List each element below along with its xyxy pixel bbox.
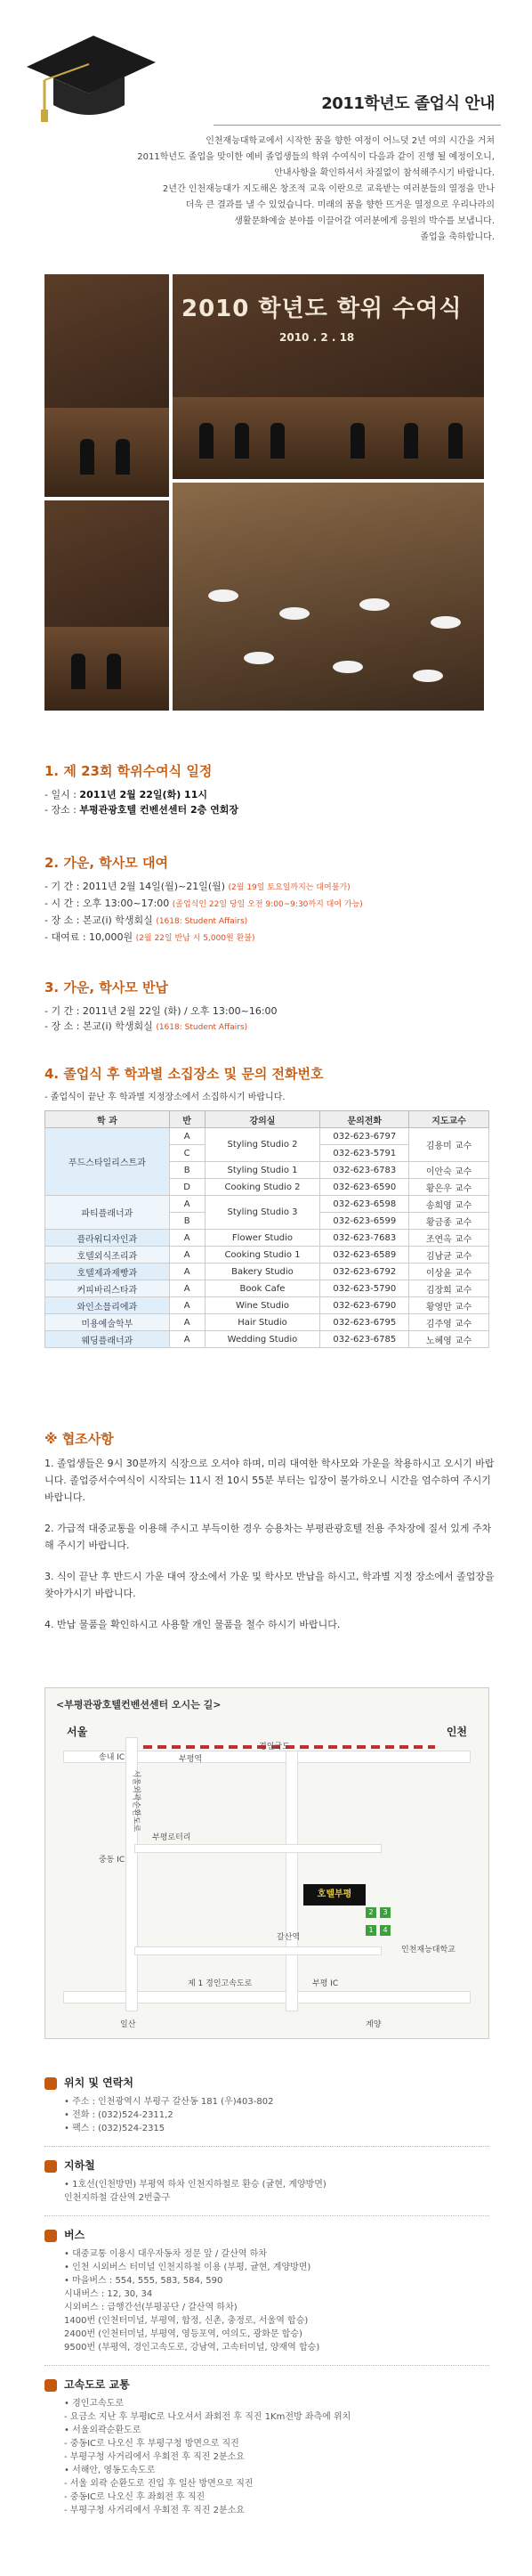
info-row: • 인천 시외버스 터미널 인천지하철 이용 (부평, 귤현, 계양방면) bbox=[64, 2263, 311, 2272]
bus-title: 버스 bbox=[64, 2229, 85, 2241]
dept-cell: 와인소믈리에과 bbox=[45, 1297, 170, 1314]
info-row: - 중동IC로 나오신 후 좌회전 후 직진 bbox=[64, 2492, 206, 2502]
phone-cell: 032-623-6589 bbox=[320, 1247, 409, 1264]
intro-line: 졸업을 축하합니다. bbox=[420, 232, 495, 242]
highway-label: 제 1 경인고속도로 bbox=[188, 1979, 253, 1988]
prof-cell: 황영만 교수 bbox=[409, 1297, 489, 1314]
map-road bbox=[134, 1946, 382, 1955]
info-row: 2400번 (인천터미널, 부평역, 영등포역, 여의도, 광화문 합승) bbox=[64, 2329, 302, 2339]
room-cell: Hair Studio bbox=[205, 1314, 320, 1331]
divider bbox=[44, 2146, 489, 2147]
dept-cell: 파티플래너과 bbox=[45, 1196, 170, 1230]
return-title: 3. 가운, 학사모 반납 bbox=[44, 979, 168, 995]
col-header: 문의전화 bbox=[320, 1111, 409, 1128]
contact-info bbox=[44, 2075, 489, 2517]
gyeyang-label: 계양 bbox=[366, 2020, 382, 2029]
room-cell: Bakery Studio bbox=[205, 1264, 320, 1280]
rental-title: 2. 가운, 학사모 대여 bbox=[44, 855, 168, 871]
class-cell: A bbox=[169, 1196, 205, 1213]
dept-cell: 커피바리스타과 bbox=[45, 1280, 170, 1297]
class-cell: A bbox=[169, 1331, 205, 1348]
rental-section bbox=[44, 853, 496, 947]
songnae-ic-label: 송내 IC bbox=[99, 1753, 125, 1762]
room-cell: Styling Studio 1 bbox=[205, 1162, 320, 1179]
info-row: - 요금소 지난 후 부평IC로 나오셔서 좌회전 후 직진 1Km전방 좌측에 위치 bbox=[64, 2412, 351, 2422]
rental-label: - 기 간 : 2011년 2월 14일(월)~21일(월) bbox=[44, 881, 229, 892]
jungdong-ic-label: 중동 IC bbox=[99, 1856, 125, 1865]
dept-cell: 푸드스타일리스트과 bbox=[45, 1128, 170, 1196]
exit-marker: 1 bbox=[366, 1925, 376, 1936]
map-road bbox=[286, 1751, 298, 2011]
info-row: 인천지하철 갈산역 2번출구 bbox=[64, 2193, 170, 2203]
class-cell: A bbox=[169, 1314, 205, 1331]
cooperation-title: ※ 협조사항 bbox=[44, 1431, 114, 1447]
place-value: 부평관광호텔 컨벤션센터 2층 연회장 bbox=[79, 804, 238, 816]
prof-cell: 이상윤 교수 bbox=[409, 1264, 489, 1280]
phone-cell: 032-623-6590 bbox=[320, 1179, 409, 1196]
place-label: - 장소 : bbox=[44, 804, 80, 816]
info-row: • 1호선(인천방면) 부평역 하차 인천지하철로 환승 (귤현, 계양방면) bbox=[64, 2180, 326, 2190]
prof-cell: 황은우 교수 bbox=[409, 1179, 489, 1196]
phone-cell: 032-623-6790 bbox=[320, 1297, 409, 1314]
info-row: • 마을버스 : 554, 555, 583, 584, 590 bbox=[64, 2276, 223, 2286]
cooperation-item: 3. 식이 끝난 후 반드시 가운 대여 장소에서 가운 및 학사모 반납을 하시고, 학과별 지정 장소에서 졸업장을 찾아가시기 바랍니다. bbox=[44, 1571, 495, 1599]
exit-marker: 4 bbox=[380, 1925, 391, 1936]
table-row bbox=[45, 1331, 489, 1348]
cooperation-item: 4. 반납 물품을 확인하시고 사용할 개인 물품을 철수 하시기 바랍니다. bbox=[44, 1619, 341, 1630]
bullet-icon bbox=[44, 2230, 57, 2242]
school-label: 인천재능대학교 bbox=[401, 1946, 455, 1954]
return-section bbox=[44, 978, 496, 1036]
col-header: 학 과 bbox=[45, 1111, 170, 1128]
date-label: - 일시 : bbox=[44, 789, 80, 800]
intro-line: 인천재능대학교에서 시작한 꿈을 향한 여정이 어느덧 2년 여의 시간을 거쳐 bbox=[206, 136, 495, 146]
bupyeong-rotary-label: 부평로터리 bbox=[152, 1833, 191, 1842]
info-row: 시외버스 : 급행간선(부평공단 / 갈산역 하차) bbox=[64, 2303, 238, 2312]
ceremony-photo-2 bbox=[44, 500, 169, 711]
class-cell: C bbox=[169, 1145, 205, 1162]
class-cell: A bbox=[169, 1264, 205, 1280]
col-header: 강의실 bbox=[205, 1111, 320, 1128]
intro-line: 생활문화예술 분야를 이끌어갈 여러분에게 응원의 박수를 보냅니다. bbox=[234, 216, 495, 226]
hero bbox=[0, 0, 532, 267]
bullet-icon bbox=[44, 2160, 57, 2173]
ceremony-banner-photo bbox=[173, 274, 484, 479]
department-title: 4. 졸업식 후 학과별 소집장소 및 문의 전화번호 bbox=[44, 1066, 324, 1082]
highway-title: 고속도로 교통 bbox=[64, 2378, 130, 2391]
class-cell: A bbox=[169, 1297, 205, 1314]
info-row: - 부평구청 사거리에서 우회전 후 직진 2분소요 bbox=[64, 2452, 245, 2462]
phone-cell: 032-623-6783 bbox=[320, 1162, 409, 1179]
phone-cell: 032-623-5791 bbox=[320, 1145, 409, 1162]
schedule-title: 1. 제 23회 학위수여식 일정 bbox=[44, 763, 213, 779]
room-cell: Flower Studio bbox=[205, 1230, 320, 1247]
prof-cell: 황금종 교수 bbox=[409, 1213, 489, 1230]
rental-note: (2월 22일 반납 시 5,000원 환불) bbox=[135, 934, 255, 943]
phone-cell: 032-623-6785 bbox=[320, 1331, 409, 1348]
exit-marker: 2 bbox=[366, 1907, 376, 1918]
table-row bbox=[45, 1247, 489, 1264]
bus-heading bbox=[44, 2227, 489, 2242]
info-row: - 중동IC로 나오신 후 부평구청 방면으로 직진 bbox=[64, 2439, 239, 2449]
return-label: - 장 소 : 본교(i) 학생회실 bbox=[44, 1020, 157, 1032]
banner-text: 2010 학년도 학위 수여식 bbox=[181, 296, 463, 322]
room-cell: Cooking Studio 1 bbox=[205, 1247, 320, 1264]
intro-line: 2011학년도 졸업을 맞이한 예비 졸업생들의 학위 수여식이 다음과 같이 진행 될 예정이오니, bbox=[137, 152, 495, 162]
table-row bbox=[45, 1264, 489, 1280]
rental-note: (졸업식인 22일 당일 오전 9:00~9:30까지 대여 가능) bbox=[172, 900, 363, 909]
bullet-icon bbox=[44, 2379, 57, 2392]
prof-cell: 송희영 교수 bbox=[409, 1196, 489, 1213]
rental-note: (1618: Student Affairs) bbox=[156, 917, 248, 926]
divider bbox=[44, 2215, 489, 2216]
info-row: • 서해안, 영동도속도로 bbox=[64, 2466, 156, 2475]
info-row: • 팩스 : (032)524-2315 bbox=[64, 2124, 165, 2133]
date-value: 2011년 2월 22일(화) 11시 bbox=[79, 789, 207, 800]
info-row: - 부평구청 사거리에서 우회전 후 직진 2분소요 bbox=[64, 2506, 245, 2515]
dept-cell: 웨딩플래너과 bbox=[45, 1331, 170, 1348]
dept-cell: 호텔외식조리과 bbox=[45, 1247, 170, 1264]
highway-heading bbox=[44, 2377, 489, 2392]
exit-marker: 3 bbox=[380, 1907, 391, 1918]
subway-title: 지하철 bbox=[64, 2159, 95, 2172]
prof-cell: 조연옥 교수 bbox=[409, 1230, 489, 1247]
class-cell: A bbox=[169, 1230, 205, 1247]
rental-label: - 장 소 : 본교(i) 학생회실 bbox=[44, 914, 157, 926]
intro-text bbox=[77, 134, 495, 246]
phone-cell: 032-623-7683 bbox=[320, 1230, 409, 1247]
incheon-label: 인천 bbox=[446, 1726, 467, 1738]
rental-line bbox=[44, 930, 496, 947]
info-row: • 전화 : (032)524-2311,2 bbox=[64, 2110, 173, 2120]
bupyeong-station-label: 부평역 bbox=[179, 1755, 203, 1764]
seoul-label: 서울 bbox=[67, 1726, 88, 1738]
table-row bbox=[45, 1314, 489, 1331]
room-cell: Styling Studio 2 bbox=[205, 1128, 320, 1162]
prof-cell: 김남균 교수 bbox=[409, 1247, 489, 1264]
phone-cell: 032-623-6598 bbox=[320, 1196, 409, 1213]
rental-label: - 시 간 : 오후 13:00~17:00 bbox=[44, 898, 173, 909]
room-cell: Book Cafe bbox=[205, 1280, 320, 1297]
phone-cell: 032-623-6792 bbox=[320, 1264, 409, 1280]
dept-cell: 미용예술학부 bbox=[45, 1314, 170, 1331]
department-subtitle: - 졸업식이 끝난 후 학과별 지정장소에서 소집하시기 바랍니다. bbox=[44, 1093, 286, 1102]
class-cell: A bbox=[169, 1128, 205, 1145]
return-line bbox=[44, 1004, 496, 1019]
prof-cell: 이안숙 교수 bbox=[409, 1162, 489, 1179]
room-cell: Cooking Studio 2 bbox=[205, 1179, 320, 1196]
seoul-ring-label: 서울외곽순환도로 bbox=[131, 1769, 141, 1832]
schedule-date bbox=[44, 787, 496, 802]
map-road bbox=[134, 1844, 382, 1853]
intro-line: 안내사항을 확인하셔서 차질없이 참석해주시기 바랍니다. bbox=[274, 168, 495, 178]
bullet-icon bbox=[44, 2077, 57, 2090]
table-row bbox=[45, 1128, 489, 1145]
title-divider bbox=[214, 125, 501, 126]
banner-date: 2010 . 2 . 18 bbox=[279, 331, 355, 344]
info-row: 시내버스 : 12, 30, 34 bbox=[64, 2289, 153, 2299]
dept-cell: 플라워디자인과 bbox=[45, 1230, 170, 1247]
rental-line bbox=[44, 913, 496, 930]
col-header: 반 bbox=[169, 1111, 205, 1128]
class-cell: A bbox=[169, 1280, 205, 1297]
info-row: 1400번 (인천터미널, 부평역, 합정, 신촌, 충정로, 서울역 합승) bbox=[64, 2316, 309, 2326]
schedule-place bbox=[44, 802, 496, 817]
table-row bbox=[45, 1297, 489, 1314]
info-row: • 주소 : 인천광역시 부평구 갈산동 181 (우)403-802 bbox=[64, 2097, 274, 2107]
phone-cell: 032-623-6795 bbox=[320, 1314, 409, 1331]
phone-cell: 032-623-6797 bbox=[320, 1128, 409, 1145]
table-row bbox=[45, 1230, 489, 1247]
hotel-marker: 호텔부평 bbox=[303, 1884, 366, 1906]
cooperation-section bbox=[44, 1429, 496, 1647]
dept-cell: 호텔제과제빵과 bbox=[45, 1264, 170, 1280]
table-header-row bbox=[45, 1111, 489, 1128]
col-header: 지도교수 bbox=[409, 1111, 489, 1128]
info-row: - 서울 외곽 순환도로 진입 후 일산 방면으로 직진 bbox=[64, 2479, 254, 2489]
prof-cell: 노혜영 교수 bbox=[409, 1331, 489, 1348]
return-note: (1618: Student Affairs) bbox=[156, 1023, 248, 1032]
map-road bbox=[63, 1991, 471, 2003]
class-cell: A bbox=[169, 1247, 205, 1264]
gyeongin-label: 경인국도 bbox=[259, 1743, 290, 1751]
return-line bbox=[44, 1019, 496, 1036]
prof-cell: 김주영 교수 bbox=[409, 1314, 489, 1331]
subway-heading bbox=[44, 2158, 489, 2173]
cooperation-item: 1. 졸업생들은 9시 30분까지 식장으로 오셔야 하며, 미리 대여한 학사모와 가운을 착용하시고 오시기 바랍니다. 졸업증서수여식이 시작되는 11시 전 10시 55분 부터는 입장이 불가하오니 시간을 엄수하여 주시기 바랍니다. bbox=[44, 1458, 495, 1503]
location-heading bbox=[44, 2075, 489, 2090]
directions-map bbox=[44, 1687, 489, 2039]
info-row: • 서울외곽순환도로 bbox=[64, 2426, 141, 2435]
intro-line: 더욱 큰 결과를 낼 수 있었습니다. 미래의 꿈을 향한 뜨거운 열정으로 우리나라의 bbox=[185, 200, 495, 210]
info-row: • 대중교통 이용시 대우자동차 정문 앞 / 갈산역 하차 bbox=[64, 2249, 267, 2259]
divider bbox=[44, 2365, 489, 2366]
cooperation-item: 2. 가급적 대중교통을 이용해 주시고 부득이한 경우 승용차는 부평관광호텔 전용 주차장에 질서 있게 주차해 주시기 바랍니다. bbox=[44, 1523, 492, 1551]
rental-line bbox=[44, 879, 496, 896]
info-row: • 경인고속도로 bbox=[64, 2399, 125, 2409]
intro-line: 2년간 인천재능대가 지도해온 창조적 교육 이란으로 교육받는 여러분들의 열정을 만나 bbox=[162, 184, 495, 194]
phone-cell: 032-623-6599 bbox=[320, 1213, 409, 1230]
phone-cell: 032-623-5790 bbox=[320, 1280, 409, 1297]
class-cell: D bbox=[169, 1179, 205, 1196]
page-title: 2011학년도 졸업식 안내 bbox=[321, 94, 495, 113]
table-row bbox=[45, 1196, 489, 1213]
rental-line bbox=[44, 896, 496, 913]
table-row bbox=[45, 1280, 489, 1297]
ceremony-hall-photo bbox=[173, 483, 484, 711]
photo-collage bbox=[44, 274, 532, 711]
schedule-section bbox=[44, 761, 496, 817]
rental-label: - 대여료 : 10,000원 bbox=[44, 931, 136, 943]
graduation-cap-icon bbox=[18, 27, 160, 134]
class-cell: B bbox=[169, 1213, 205, 1230]
ceremony-photo-1 bbox=[44, 274, 169, 497]
class-cell: B bbox=[169, 1162, 205, 1179]
galsan-label: 갈산역 bbox=[277, 1933, 301, 1942]
prof-cell: 김용미 교수 bbox=[409, 1128, 489, 1162]
room-cell: Wine Studio bbox=[205, 1297, 320, 1314]
info-row: 9500번 (부평역, 경인고속도로, 강남역, 고속터미널, 양재역 합승) bbox=[64, 2343, 320, 2353]
department-table bbox=[44, 1110, 489, 1348]
bupyeong-ic-label: 부평 IC bbox=[312, 1979, 339, 1988]
room-cell: Styling Studio 3 bbox=[205, 1196, 320, 1230]
rental-note: (2월 19일 토요일까지는 대여불가) bbox=[228, 883, 351, 892]
ilsan-label: 일산 bbox=[120, 2020, 136, 2029]
location-title: 위치 및 연락처 bbox=[64, 2076, 133, 2089]
prof-cell: 김장희 교수 bbox=[409, 1280, 489, 1297]
room-cell: Wedding Studio bbox=[205, 1331, 320, 1348]
department-section bbox=[44, 1064, 496, 1348]
map-title: <부평관광호텔컨벤션센터 오시는 길> bbox=[56, 1699, 222, 1711]
return-label: - 기 간 : 2011년 2월 22일 (화) / 오후 13:00~16:00 bbox=[44, 1005, 278, 1017]
